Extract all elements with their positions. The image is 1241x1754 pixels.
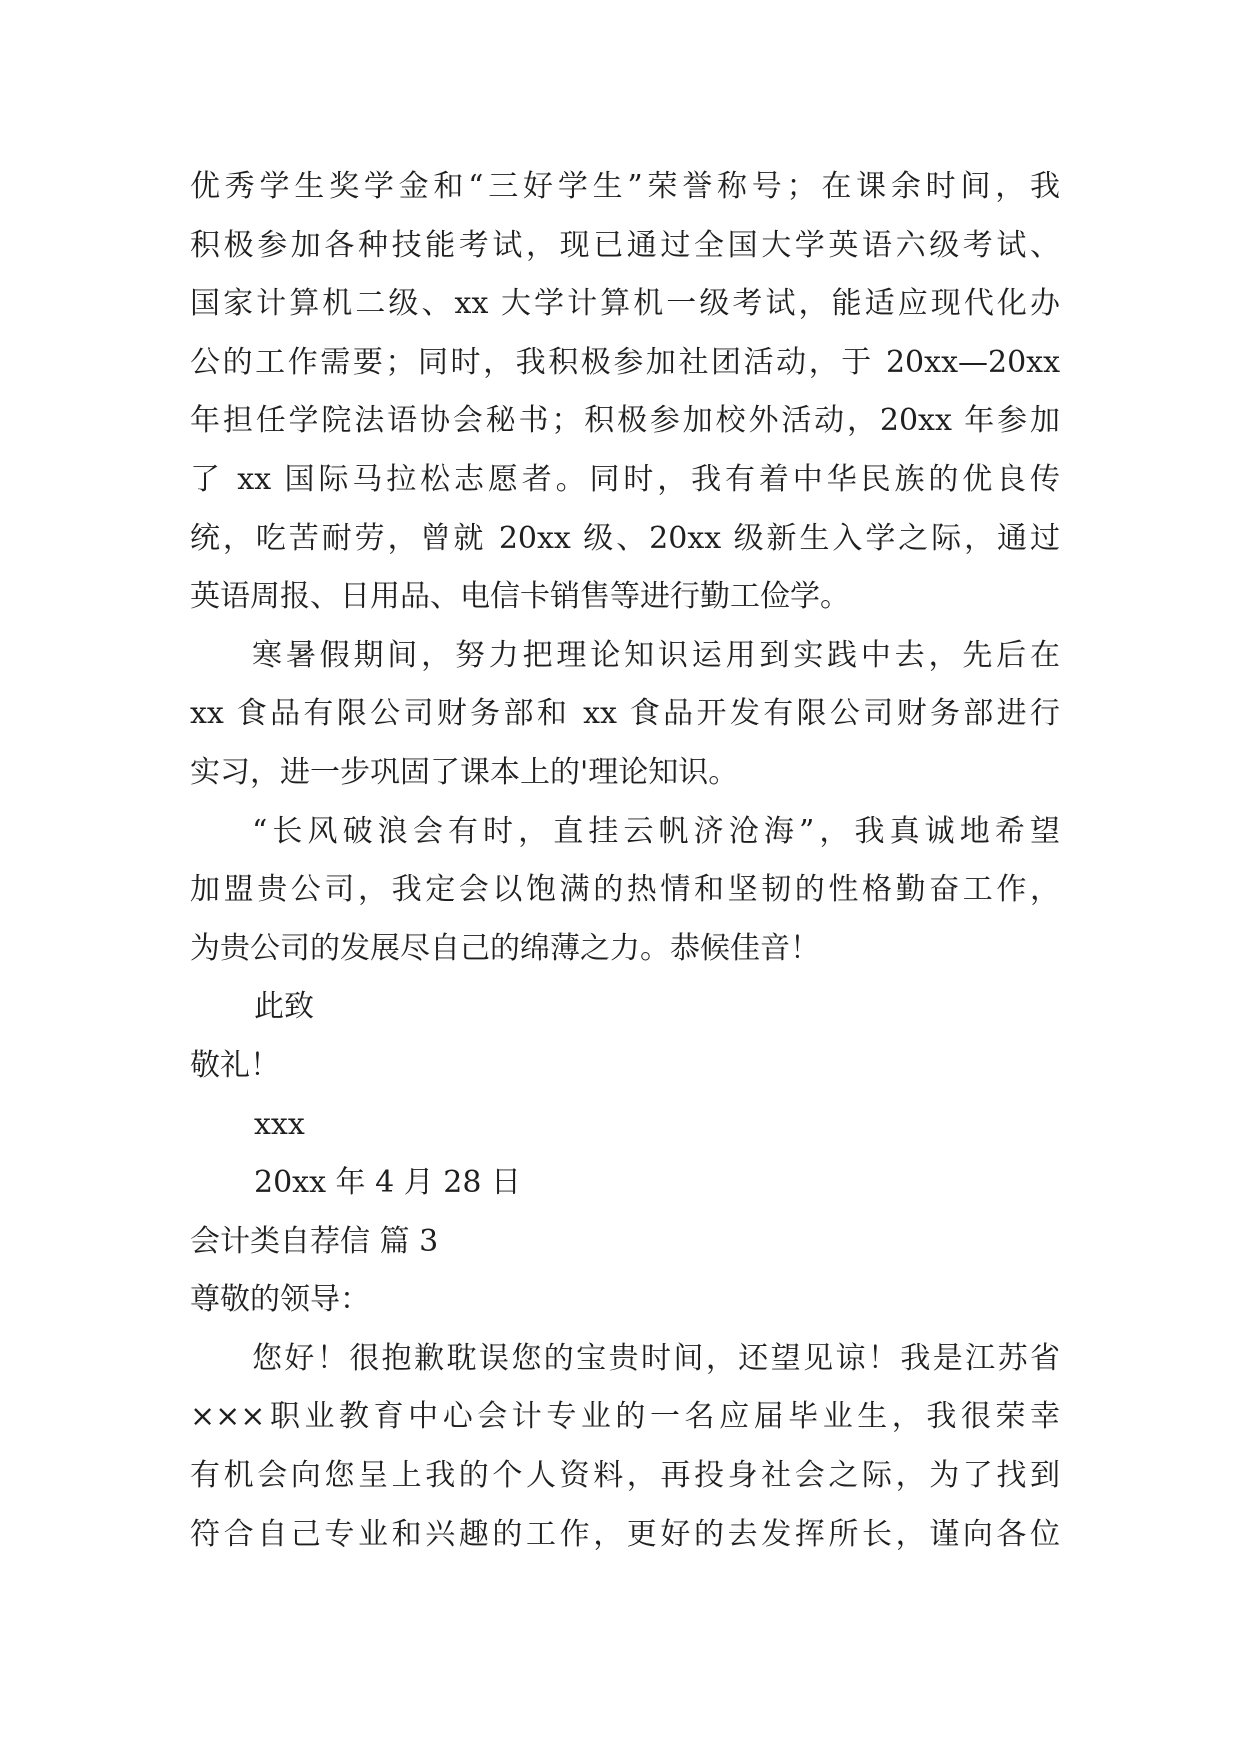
closing-phrase: 此致 <box>254 989 314 1025</box>
paragraph-start-line: 您好！很抱歉耽误您的宝贵时间，还望见谅！我是江苏省 <box>252 1340 1060 1376</box>
text-line: 年担任学院法语协会秘书；积极参加校外活动，20xx 年参加 <box>190 403 1060 439</box>
signature-name: xxx <box>254 1106 305 1142</box>
text-line: ×××职业教育中心会计专业的一名应届毕业生，我很荣幸 <box>190 1399 1060 1435</box>
text-line: 公的工作需要；同时，我积极参加社团活动，于 20xx—20xx <box>190 344 1060 380</box>
section-heading: 会计类自荐信 篇 3 <box>190 1223 439 1259</box>
text-line: 国家计算机二级、xx 大学计算机一级考试，能适应现代化办 <box>190 286 1060 322</box>
text-line: 有机会向您呈上我的个人资料，再投身社会之际，为了找到 <box>190 1458 1060 1494</box>
paragraph-start-line: 寒暑假期间，努力把理论知识运用到实践中去，先后在 <box>252 637 1060 673</box>
salutation-closing: 敬礼！ <box>190 1047 280 1083</box>
text-line: 优秀学生奖学金和“三好学生”荣誉称号；在课余时间，我 <box>190 169 1060 204</box>
text-line: 符合自己专业和兴趣的工作，更好的去发挥所长，谨向各位 <box>190 1516 1060 1552</box>
text-line: 统，吃苦耐劳，曾就 20xx 级、20xx 级新生入学之际，通过 <box>190 520 1060 556</box>
text-line: 加盟贵公司，我定会以饱满的热情和坚韧的性格勤奋工作， <box>190 872 1060 908</box>
text-line: xx 食品有限公司财务部和 xx 食品开发有限公司财务部进行 <box>190 696 1060 732</box>
letter-body <box>190 158 1060 1564</box>
signature-date: 20xx 年 4 月 28 日 <box>254 1165 521 1201</box>
letter-greeting: 尊敬的领导： <box>190 1282 370 1318</box>
text-line: 积极参加各种技能考试，现已通过全国大学英语六级考试、 <box>190 227 1060 263</box>
paragraph-start-line: “长风破浪会有时，直挂云帆济沧海”，我真诚地希望 <box>252 813 1060 849</box>
text-line: 英语周报、日用品、电信卡销售等进行勤工俭学。 <box>190 579 850 615</box>
text-line: 实习，进一步巩固了课本上的'理论知识。 <box>190 754 739 790</box>
text-line: 为贵公司的发展尽自己的绵薄之力。恭候佳音！ <box>190 930 820 966</box>
text-line: 了 xx 国际马拉松志愿者。同时，我有着中华民族的优良传 <box>190 461 1060 497</box>
